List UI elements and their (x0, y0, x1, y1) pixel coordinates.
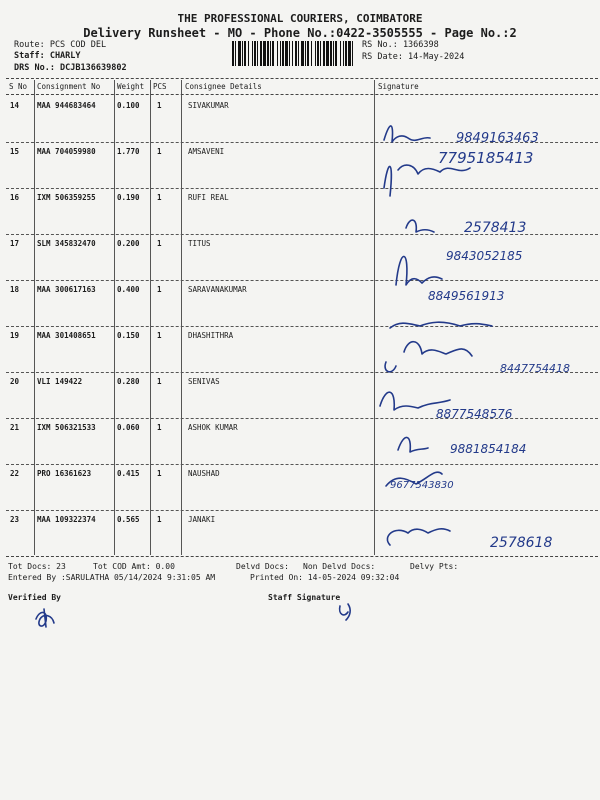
header-consignee: Consignee Details (185, 82, 262, 91)
sig-phone-note: 8447754418 (500, 362, 570, 375)
header-consignment: Consignment No (37, 82, 101, 91)
printed-on: Printed On: 14-05-2024 09:32:04 (250, 573, 400, 582)
staff-initials-signature (334, 598, 360, 624)
staff-label: Staff: CHARLY (14, 51, 81, 61)
signatures-handwriting (376, 100, 598, 555)
delivery-points: Delvy Pts: (410, 562, 459, 571)
row-consignee: AMSAVENI (188, 147, 225, 156)
row-consignment: VLI 149422 (37, 377, 83, 386)
row-sno: 17 (10, 239, 20, 248)
row-sno: 23 (10, 515, 20, 524)
sig-phone-note: 8849561913 (428, 289, 505, 303)
row-weight: 0.150 (117, 331, 140, 340)
sig-phone-note: 2578413 (464, 220, 527, 236)
row-pcs: 1 (157, 193, 162, 202)
delivered-docs: Delvd Docs: (236, 562, 289, 571)
row-pcs: 1 (157, 101, 162, 110)
row-weight: 0.060 (117, 423, 140, 432)
row-consignment: IXM 506359255 (37, 193, 96, 202)
row-consignment: MAA 704059980 (37, 147, 96, 156)
verified-initials-signature (30, 605, 60, 631)
row-weight: 0.565 (117, 515, 140, 524)
company-name: THE PROFESSIONAL COURIERS, COIMBATORE (177, 12, 423, 25)
row-weight: 0.415 (117, 469, 140, 478)
route-label: Route: PCS COD DEL (14, 40, 107, 50)
drs-number: DRS No.: DCJB136639802 (14, 63, 127, 73)
row-pcs: 1 (157, 377, 162, 386)
row-sno: 22 (10, 469, 20, 478)
row-weight: 0.280 (117, 377, 140, 386)
staff-signature-label: Staff Signature (268, 593, 341, 602)
row-weight: 0.100 (117, 101, 140, 110)
row-consignment: MAA 109322374 (37, 515, 96, 524)
row-weight: 0.190 (117, 193, 140, 202)
verified-by-label: Verified By (8, 593, 61, 602)
row-consignee: JANAKI (188, 515, 216, 524)
row-sno: 21 (10, 423, 20, 432)
runsheet-title: Delivery Runsheet - MO - Phone No.:0422-3505555 - Page No.:2 (83, 26, 517, 40)
sig-phone-note: 7795185413 (438, 149, 534, 167)
row-consignee: RUFI REAL (188, 193, 229, 202)
row-consignee: DHASHITHRA (188, 331, 234, 340)
row-sno: 14 (10, 101, 20, 110)
sig-phone-note: 9843052185 (446, 249, 523, 263)
non-delivered-docs: Non Delvd Docs: (303, 562, 376, 571)
row-consignment: PRO 16361623 (37, 469, 92, 478)
row-pcs: 1 (157, 239, 162, 248)
row-pcs: 1 (157, 147, 162, 156)
header-pcs: PCS (153, 82, 167, 91)
header-weight: Weight (117, 82, 145, 91)
sig-phone-note: 9849163463 (456, 131, 539, 146)
total-cod-amount: Tot COD Amt: 0.00 (93, 562, 175, 571)
row-sno: 20 (10, 377, 20, 386)
row-consignment: MAA 301408651 (37, 331, 96, 340)
row-pcs: 1 (157, 469, 162, 478)
row-consignee: ASHOK KUMAR (188, 423, 238, 432)
row-weight: 1.770 (117, 147, 140, 156)
entered-by: Entered By :SARULATHA 05/14/2024 9:31:05 AM (8, 573, 216, 582)
row-consignee: NAUSHAD (188, 469, 220, 478)
sig-phone-note: 8877548576 (436, 407, 513, 421)
sig-phone-note: 9677543830 (390, 480, 454, 491)
header-signature: Signature (378, 82, 419, 91)
row-consignee: SENIVAS (188, 377, 220, 386)
row-sno: 18 (10, 285, 20, 294)
row-pcs: 1 (157, 285, 162, 294)
row-pcs: 1 (157, 515, 162, 524)
rs-number: RS No.: 1366398 (362, 40, 439, 50)
row-consignment: MAA 300617163 (37, 285, 96, 294)
row-sno: 16 (10, 193, 20, 202)
barcode-image (232, 41, 354, 66)
row-weight: 0.400 (117, 285, 140, 294)
header-rule (6, 94, 598, 95)
row-consignee: TITUS (188, 239, 211, 248)
row-sno: 19 (10, 331, 20, 340)
table-top-rule (6, 78, 598, 79)
row-weight: 0.200 (117, 239, 140, 248)
row-consignee: SARAVANAKUMAR (188, 285, 247, 294)
row-consignment: SLM 345832470 (37, 239, 96, 248)
row-pcs: 1 (157, 423, 162, 432)
table-bottom-rule (6, 556, 598, 557)
sig-phone-note: 9881854184 (450, 442, 527, 456)
row-sno: 15 (10, 147, 20, 156)
row-consignee: SIVAKUMAR (188, 101, 229, 110)
row-consignment: IXM 506321533 (37, 423, 96, 432)
row-pcs: 1 (157, 331, 162, 340)
header-sno: S No (9, 82, 28, 91)
rs-date: RS Date: 14-May-2024 (362, 52, 465, 62)
total-docs: Tot Docs: 23 (8, 562, 66, 571)
sig-phone-note: 2578618 (490, 535, 553, 551)
row-consignment: MAA 944683464 (37, 101, 96, 110)
